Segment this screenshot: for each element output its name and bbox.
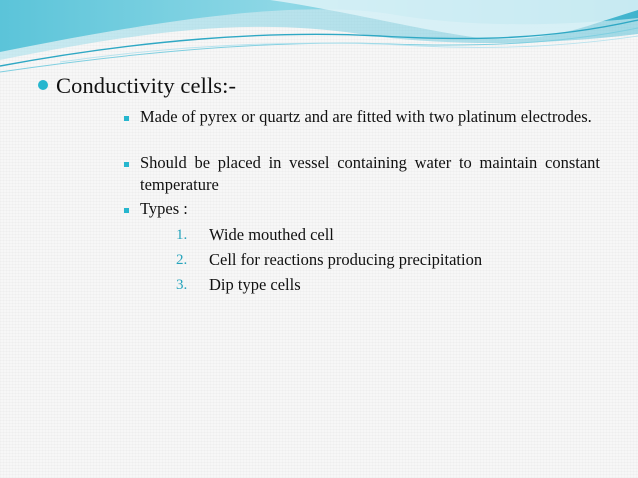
list-number: 2.	[176, 252, 188, 268]
list-text: Wide mouthed cell	[209, 225, 334, 244]
type-list-item	[176, 249, 482, 271]
list-text: Dip type cells	[209, 275, 301, 294]
square-bullet-icon	[124, 116, 129, 121]
bullet-dot-icon	[38, 80, 48, 90]
bullet-text: Should be placed in vessel containing water to maintain constant temperature	[140, 153, 600, 194]
list-number: 3.	[176, 277, 188, 293]
bullet-text: Types :	[140, 199, 188, 218]
bullet-item	[124, 106, 600, 128]
list-text: Cell for reactions producing precipitation	[209, 250, 483, 269]
slide-heading: Conductivity cells:-	[56, 73, 237, 98]
heading-item	[38, 70, 236, 102]
type-list-item	[176, 224, 334, 246]
bullet-text: Made of pyrex or quartz and are fitted with two platinum electrodes.	[140, 107, 592, 126]
list-number: 1.	[176, 227, 188, 243]
square-bullet-icon	[124, 162, 129, 167]
type-list-item	[176, 274, 301, 296]
bullet-item	[124, 198, 600, 220]
bullet-item	[124, 152, 600, 196]
square-bullet-icon	[124, 208, 129, 213]
